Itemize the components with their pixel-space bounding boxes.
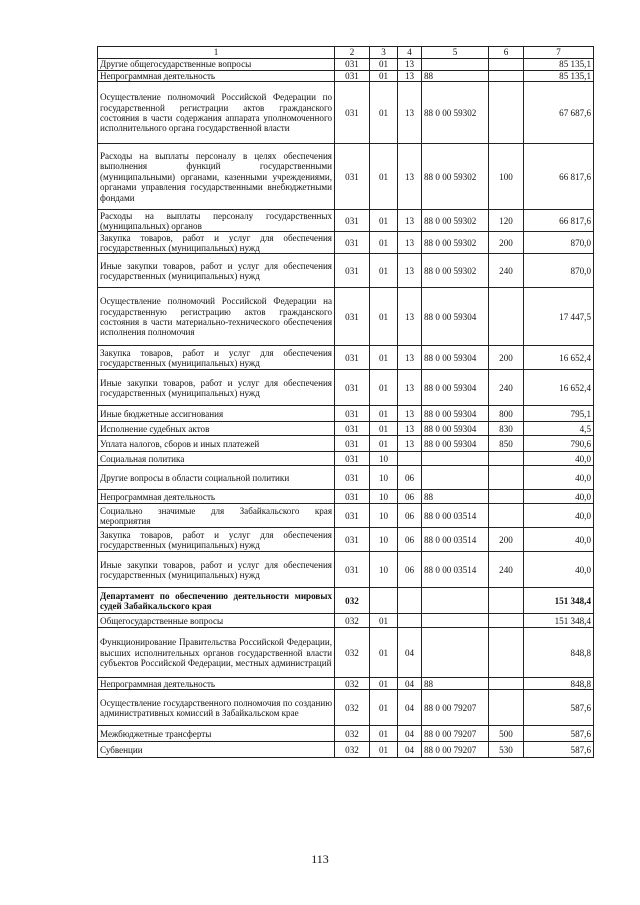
row-subsection-cell: 13 [398,210,422,232]
row-amount-cell: 4,5 [524,422,594,436]
row-subsection-cell: 04 [398,628,422,678]
row-section-cell: 01 [370,232,398,254]
row-subsection-cell: 13 [398,346,422,370]
table-row [98,490,594,504]
table-row [98,370,594,406]
row-code-cell: 031 [335,406,370,422]
row-target-cell [422,59,489,71]
header-col-1: 1 [98,47,335,59]
header-row [98,47,594,59]
row-target-cell: 88 0 00 79207 [422,690,489,726]
table-row [98,406,594,422]
row-subsection-cell: 13 [398,406,422,422]
table-row [98,59,594,71]
row-code-cell: 031 [335,71,370,82]
row-amount-cell: 16 652,4 [524,370,594,406]
row-target-cell: 88 0 00 59302 [422,82,489,144]
row-type-cell [489,504,524,528]
row-target-cell: 88 [422,71,489,82]
row-target-cell: 88 0 00 59304 [422,370,489,406]
row-target-cell: 88 [422,678,489,690]
header-col-7: 7 [524,47,594,59]
row-code-cell: 032 [335,742,370,758]
row-type-cell: 850 [489,436,524,452]
row-type-cell: 240 [489,370,524,406]
row-subsection-cell: 13 [398,71,422,82]
row-code-cell: 031 [335,82,370,144]
row-section-cell: 10 [370,528,398,552]
row-amount-cell: 848,8 [524,628,594,678]
row-code-cell: 031 [335,436,370,452]
row-type-cell [489,690,524,726]
row-type-cell: 830 [489,422,524,436]
row-code-cell: 031 [335,452,370,466]
row-name-cell: Функционирование Правительства Российской Федерации, высших исполнительных органов государственной власти субъектов Российской Федерации, местных администраций [98,628,335,678]
row-type-cell [489,466,524,490]
page-number: 113 [311,852,329,866]
row-subsection-cell: 06 [398,466,422,490]
row-amount-cell: 587,6 [524,742,594,758]
row-code-cell: 031 [335,254,370,288]
row-target-cell: 88 0 00 59304 [422,288,489,346]
row-amount-cell: 17 447,5 [524,288,594,346]
table-row [98,232,594,254]
row-target-cell [422,466,489,490]
table-row [98,690,594,726]
header-col-5: 5 [422,47,489,59]
row-section-cell [370,588,398,614]
header-col-4: 4 [398,47,422,59]
row-section-cell: 01 [370,690,398,726]
row-amount-cell: 40,0 [524,504,594,528]
row-section-cell: 10 [370,452,398,466]
row-name-cell: Расходы на выплаты персоналу государственных (муниципальных) органов [98,210,335,232]
row-name-cell: Другие общегосударственные вопросы [98,59,335,71]
row-subsection-cell: 06 [398,490,422,504]
row-amount-cell: 40,0 [524,490,594,504]
table-row [98,288,594,346]
row-type-cell: 800 [489,406,524,422]
row-target-cell: 88 0 00 59302 [422,232,489,254]
row-target-cell [422,452,489,466]
row-target-cell: 88 0 00 03514 [422,552,489,588]
row-name-cell: Иные закупки товаров, работ и услуг для обеспечения государственных (муниципальных) нужд [98,254,335,288]
row-amount-cell: 870,0 [524,254,594,288]
row-subsection-cell [398,588,422,614]
table-row [98,144,594,210]
row-section-cell: 01 [370,71,398,82]
row-target-cell: 88 0 00 59304 [422,346,489,370]
row-section-cell: 01 [370,144,398,210]
row-type-cell: 240 [489,254,524,288]
row-code-cell: 032 [335,614,370,628]
row-section-cell: 01 [370,346,398,370]
row-name-cell: Закупка товаров, работ и услуг для обеспечения государственных (муниципальных) нужд [98,346,335,370]
row-code-cell: 031 [335,422,370,436]
row-section-cell: 01 [370,210,398,232]
row-amount-cell: 848,8 [524,678,594,690]
table-row [98,504,594,528]
row-target-cell: 88 [422,490,489,504]
budget-table [97,46,594,758]
row-section-cell: 01 [370,726,398,742]
row-code-cell: 032 [335,678,370,690]
row-amount-cell: 795,1 [524,406,594,422]
row-subsection-cell: 13 [398,232,422,254]
row-name-cell: Социально значимые для Забайкальского края мероприятия [98,504,335,528]
row-name-cell: Осуществление государственного полномочия по созданию административных комиссий в Забайкальском крае [98,690,335,726]
row-type-cell [489,678,524,690]
row-type-cell: 100 [489,144,524,210]
row-amount-cell: 40,0 [524,452,594,466]
row-amount-cell: 790,6 [524,436,594,452]
row-section-cell: 10 [370,490,398,504]
row-target-cell: 88 0 00 03514 [422,528,489,552]
row-name-cell: Иные закупки товаров, работ и услуг для обеспечения государственных (муниципальных) нужд [98,370,335,406]
row-subsection-cell: 04 [398,690,422,726]
row-code-cell: 031 [335,504,370,528]
table-row [98,742,594,758]
row-name-cell: Непрограммная деятельность [98,490,335,504]
row-subsection-cell: 04 [398,678,422,690]
row-code-cell: 031 [335,490,370,504]
row-target-cell [422,614,489,628]
row-type-cell: 200 [489,528,524,552]
table-row [98,422,594,436]
row-type-cell: 200 [489,346,524,370]
row-subsection-cell [398,614,422,628]
row-name-cell: Закупка товаров, работ и услуг для обеспечения государственных (муниципальных) нужд [98,528,335,552]
table-row [98,466,594,490]
row-amount-cell: 870,0 [524,232,594,254]
row-amount-cell: 85 135,1 [524,71,594,82]
row-name-cell: Непрограммная деятельность [98,678,335,690]
budget-table-container [97,46,593,758]
row-code-cell: 032 [335,628,370,678]
row-subsection-cell: 04 [398,726,422,742]
row-type-cell [489,288,524,346]
row-type-cell: 120 [489,210,524,232]
row-amount-cell: 587,6 [524,726,594,742]
row-subsection-cell: 13 [398,288,422,346]
row-name-cell: Осуществление полномочий Российской Федерации на государственную регистрацию актов гражданского состояния в части материально-технического обеспечения исполнения полномочия [98,288,335,346]
row-code-cell: 032 [335,588,370,614]
row-type-cell [489,628,524,678]
row-target-cell: 88 0 00 59302 [422,210,489,232]
row-subsection-cell: 13 [398,82,422,144]
row-subsection-cell: 13 [398,144,422,210]
row-subsection-cell: 06 [398,504,422,528]
row-subsection-cell: 06 [398,528,422,552]
row-name-cell: Иные бюджетные ассигнования [98,406,335,422]
row-code-cell: 031 [335,59,370,71]
table-row [98,346,594,370]
row-target-cell: 88 0 00 79207 [422,726,489,742]
row-target-cell: 88 0 00 59304 [422,406,489,422]
row-target-cell [422,588,489,614]
row-amount-cell: 40,0 [524,466,594,490]
row-section-cell: 01 [370,82,398,144]
row-subsection-cell: 13 [398,59,422,71]
row-section-cell: 01 [370,422,398,436]
table-row [98,588,594,614]
row-code-cell: 031 [335,346,370,370]
row-code-cell: 032 [335,726,370,742]
row-subsection-cell: 04 [398,742,422,758]
row-code-cell: 031 [335,288,370,346]
row-name-cell: Уплата налогов, сборов и иных платежей [98,436,335,452]
table-row [98,678,594,690]
table-row [98,254,594,288]
header-col-3: 3 [370,47,398,59]
row-code-cell: 031 [335,144,370,210]
row-code-cell: 031 [335,528,370,552]
row-code-cell: 032 [335,690,370,726]
row-section-cell: 10 [370,466,398,490]
row-section-cell: 01 [370,406,398,422]
row-code-cell: 031 [335,552,370,588]
row-amount-cell: 16 652,4 [524,346,594,370]
row-amount-cell: 151 348,4 [524,614,594,628]
table-body [98,59,594,758]
row-code-cell: 031 [335,210,370,232]
row-type-cell [489,82,524,144]
row-type-cell [489,614,524,628]
table-row [98,614,594,628]
row-section-cell: 10 [370,552,398,588]
row-target-cell [422,628,489,678]
row-amount-cell: 40,0 [524,552,594,588]
row-amount-cell: 66 817,6 [524,144,594,210]
row-amount-cell: 67 687,6 [524,82,594,144]
row-type-cell [489,71,524,82]
row-name-cell: Субвенции [98,742,335,758]
row-section-cell: 01 [370,614,398,628]
row-name-cell: Иные закупки товаров, работ и услуг для обеспечения государственных (муниципальных) нужд [98,552,335,588]
row-section-cell: 01 [370,254,398,288]
row-subsection-cell [398,452,422,466]
row-amount-cell: 151 348,4 [524,588,594,614]
row-name-cell: Осуществление полномочий Российской Федерации по государственной регистрации актов гражданского состояния в части содержания аппарата уполномоченного исполнительного органа государственной власти [98,82,335,144]
row-section-cell: 01 [370,288,398,346]
row-subsection-cell: 13 [398,436,422,452]
row-type-cell [489,588,524,614]
header-col-2: 2 [335,47,370,59]
table-row [98,552,594,588]
row-name-cell: Департамент по обеспечению деятельности мировых судей Забайкальского края [98,588,335,614]
row-type-cell [489,452,524,466]
row-amount-cell: 40,0 [524,528,594,552]
header-col-6: 6 [489,47,524,59]
row-amount-cell: 85 135,1 [524,59,594,71]
row-target-cell: 88 0 00 59302 [422,254,489,288]
row-code-cell: 031 [335,232,370,254]
row-amount-cell: 66 817,6 [524,210,594,232]
table-row [98,452,594,466]
row-name-cell: Другие вопросы в области социальной политики [98,466,335,490]
row-name-cell: Общегосударственные вопросы [98,614,335,628]
row-target-cell: 88 0 00 79207 [422,742,489,758]
row-name-cell: Расходы на выплаты персоналу в целях обеспечения выполнения функций государственными (муниципальными) органами, казенными учреждениями, органами управления государственными внебюджетными фондами [98,144,335,210]
row-subsection-cell: 13 [398,370,422,406]
row-name-cell: Непрограммная деятельность [98,71,335,82]
row-target-cell: 88 0 00 03514 [422,504,489,528]
row-target-cell: 88 0 00 59304 [422,436,489,452]
table-row [98,436,594,452]
row-name-cell: Межбюджетные трансферты [98,726,335,742]
row-section-cell: 01 [370,628,398,678]
row-subsection-cell: 13 [398,254,422,288]
row-section-cell: 01 [370,436,398,452]
row-name-cell: Закупка товаров, работ и услуг для обеспечения государственных (муниципальных) нужд [98,232,335,254]
row-target-cell: 88 0 00 59302 [422,144,489,210]
row-target-cell: 88 0 00 59304 [422,422,489,436]
table-row [98,71,594,82]
row-type-cell [489,490,524,504]
row-section-cell: 01 [370,59,398,71]
table-row [98,210,594,232]
row-section-cell: 10 [370,504,398,528]
table-row [98,726,594,742]
row-section-cell: 01 [370,742,398,758]
row-code-cell: 031 [335,370,370,406]
row-type-cell: 530 [489,742,524,758]
table-row [98,628,594,678]
row-subsection-cell: 13 [398,422,422,436]
row-section-cell: 01 [370,678,398,690]
row-name-cell: Социальная политика [98,452,335,466]
row-type-cell: 500 [489,726,524,742]
table-row [98,82,594,144]
row-code-cell: 031 [335,466,370,490]
row-section-cell: 01 [370,370,398,406]
row-name-cell: Исполнение судебных актов [98,422,335,436]
table-row [98,528,594,552]
row-amount-cell: 587,6 [524,690,594,726]
row-subsection-cell: 06 [398,552,422,588]
row-type-cell [489,59,524,71]
row-type-cell: 240 [489,552,524,588]
row-type-cell: 200 [489,232,524,254]
